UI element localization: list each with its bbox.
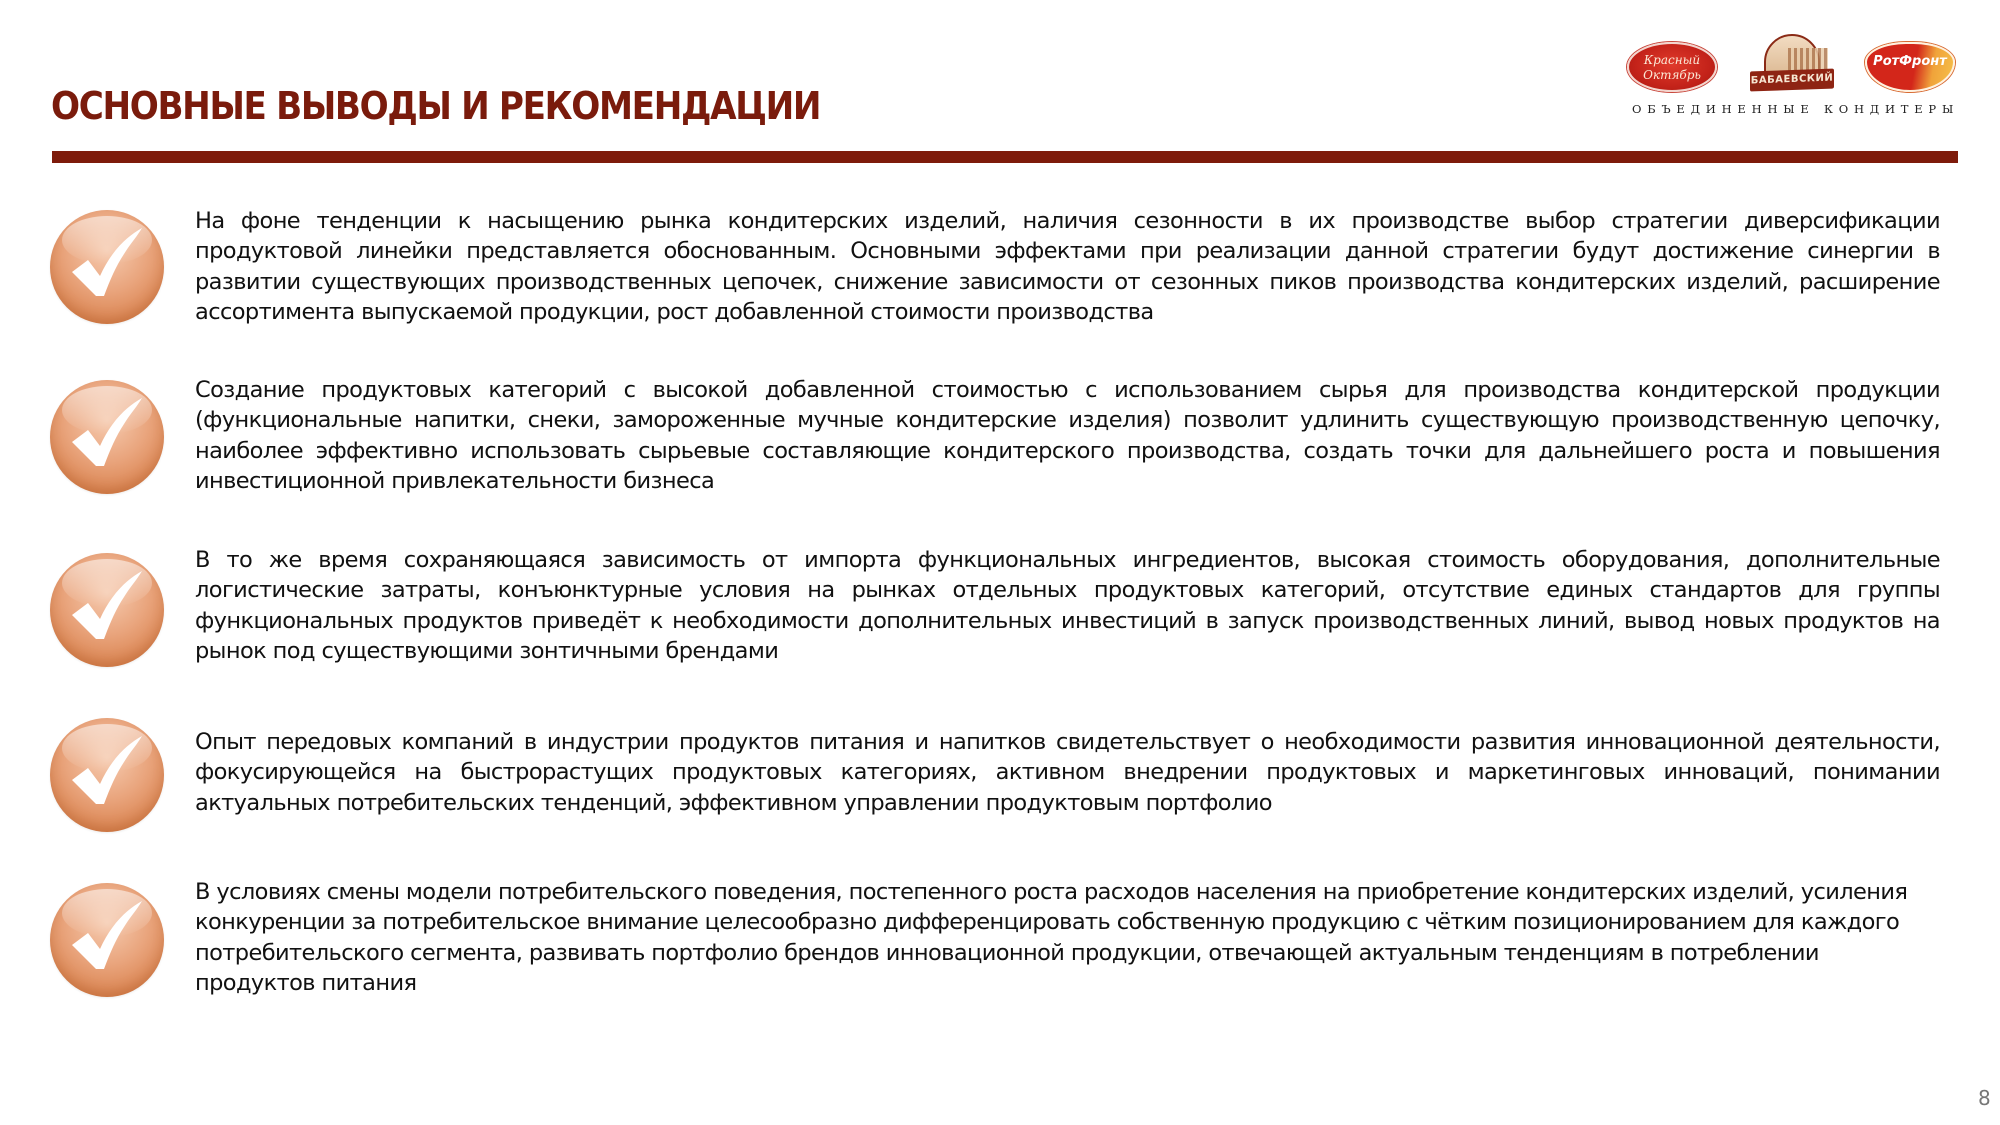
conclusion-text: На фоне тенденции к насыщению рынка кондитерских изделий, наличия сезонности в их производстве выбор стратегии диверсификации продуктовой линейки представляется обоснованным. Основными эффектами при реализации данной стратегии будут достижение синергии в развитии существующих производственных цепочек, снижение зависимости от сезонных пиков производства кондитерских изделий, расширение ассортимента выпускаемой продукции, рост добавленной стоимости производства: [195, 208, 1940, 325]
conclusion-text: Создание продуктовых категорий с высокой добавленной стоимостью с использованием сырья для производства кондитерской продукции (функциональные напитки, снеки, замороженные мучные кондитерские изделия) позволит удлинить существующую производственную цепочку, наиболее эффективно использовать сырьевые составляющие кондитерского производства, создать точки для дальнейшего роста и повышения инвестиционной привлекательности бизнеса: [195, 377, 1940, 494]
check-icon: [50, 210, 164, 324]
conclusion-text: В то же время сохраняющаяся зависимость от импорта функциональных ингредиентов, высокая стоимость оборудования, дополнительные логистические затраты, конъюнктурные условия на рынках отдельных продуктовых категорий, отсутствие единых стандартов для группы функциональных продуктов приведёт к необходимости дополнительных инвестиций в запуск производственных линий, вывод новых продуктов на рынок под существующими зонтичными брендами: [195, 547, 1940, 664]
logo-tagline: ОБЪЕДИНЕННЫЕ КОНДИТЕРЫ: [1632, 102, 1960, 116]
conclusion-text: Опыт передовых компаний в индустрии продуктов питания и напитков свидетельствует о необходимости развития инновационной деятельности, фокусирующейся на быстрорастущих продуктовых категориях, активном внедрении продуктовых и маркетинговых инноваций, понимании актуальных потребительских тенденций, эффективном управлении продуктовым портфолио: [195, 729, 1940, 816]
check-icon: [50, 380, 164, 494]
check-icon: [50, 553, 164, 667]
conclusion-text: В условиях смены модели потребительского поведения, постепенного роста расходов населения на приобретение кондитерских изделий, усиления конкуренции за потребительское внимание целесообразно дифференцировать собственную продукцию с чётким позиционированием для каждого потребительского сегмента, развивать портфолио брендов инновационной продукции, отвечающей актуальным тенденциям в потреблении продуктов питания: [195, 879, 1908, 996]
logo-krasny-oktyabr: [1627, 42, 1717, 92]
page-number: 8: [1978, 1086, 1991, 1110]
check-icon: [50, 718, 164, 832]
logo-text-line2: Октябрь: [1643, 68, 1701, 82]
logo-rot-front: РотФронт: [1865, 42, 1955, 92]
logo-text-line1: Красный: [1643, 53, 1701, 67]
logo-babaevsky: [1750, 34, 1834, 98]
title-divider: [52, 151, 1958, 163]
logo-ribbon: БАБАЕВСКИЙ: [1750, 69, 1834, 92]
page-title: ОСНОВНЫЕ ВЫВОДЫ И РЕКОМЕНДАЦИИ: [51, 84, 821, 128]
check-icon: [50, 883, 164, 997]
